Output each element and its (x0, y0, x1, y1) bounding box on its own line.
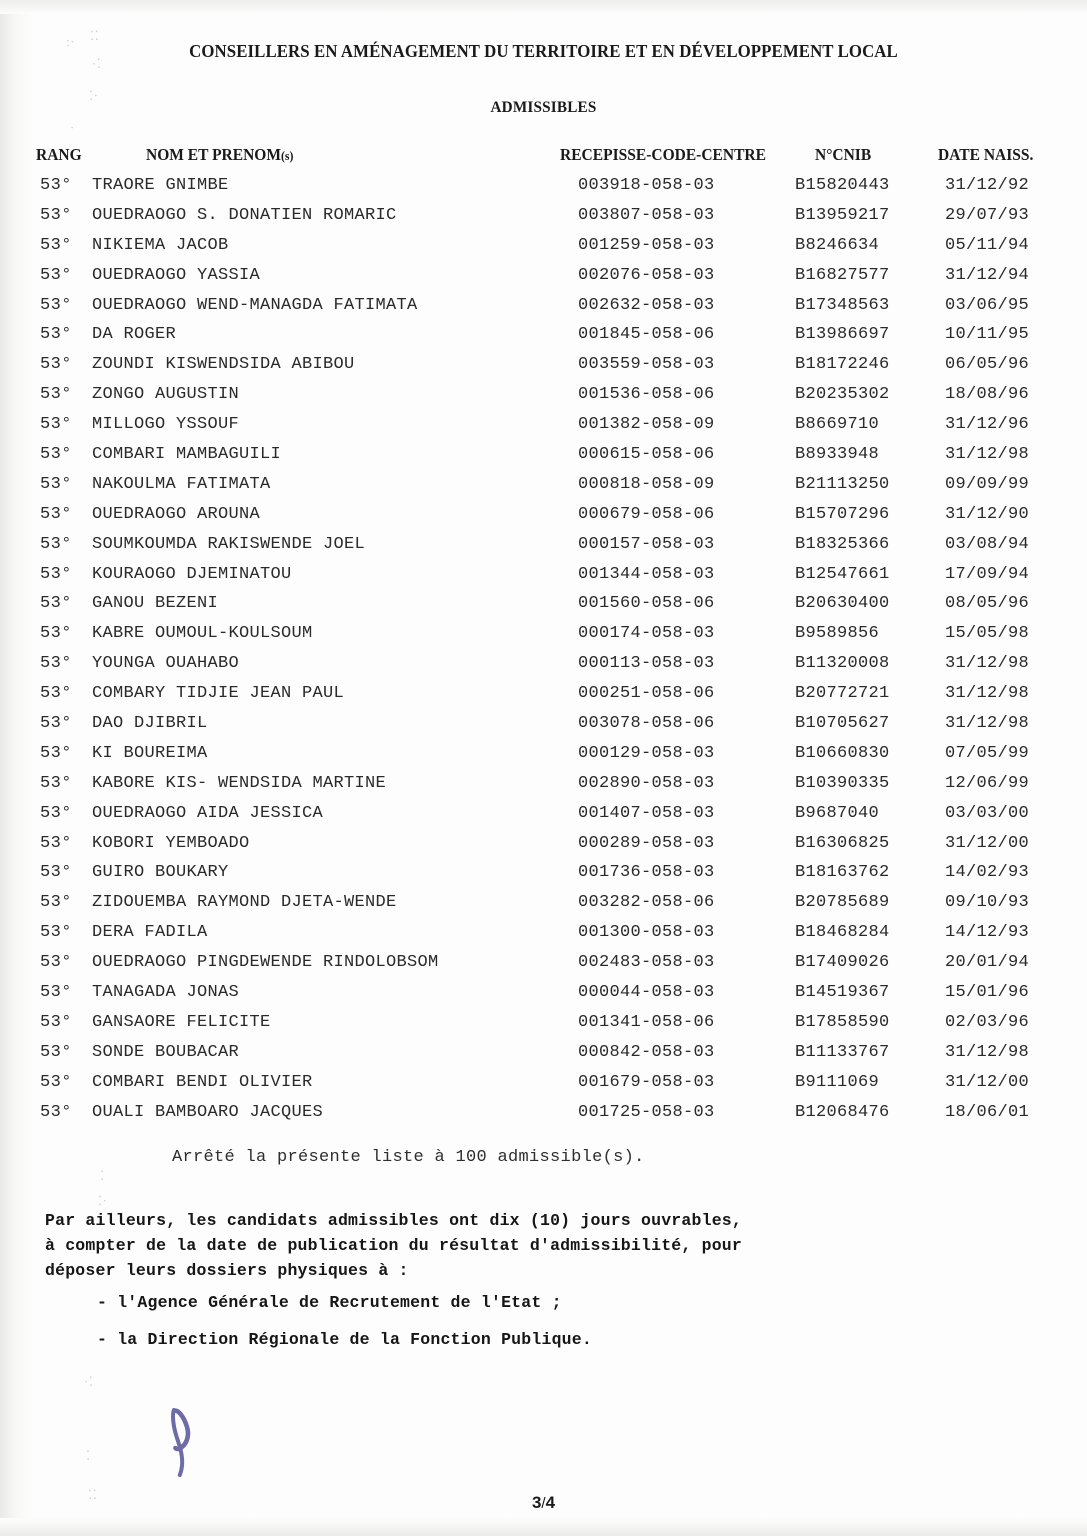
cell-rang: 53° (40, 265, 72, 285)
scan-artifact: ·⁚ (91, 55, 102, 72)
table-row (0, 863, 1087, 893)
cell-nom: KI BOUREIMA (92, 743, 208, 763)
cell-cnib: B14519367 (795, 983, 890, 1003)
cell-date-naissance: 31/12/98 (945, 654, 1030, 674)
cell-nom: OUEDRAOGO WEND-MANAGDA FATIMATA (92, 295, 418, 315)
cell-rang: 53° (40, 803, 72, 823)
scan-artifact: · (69, 119, 76, 136)
scan-edge-bottom (0, 1518, 1087, 1536)
cell-date-naissance: 10/11/95 (945, 325, 1030, 345)
summary-line: Arrêté la présente liste à 100 admissible(s). (172, 1148, 645, 1167)
cell-cnib: B15820443 (795, 176, 890, 195)
cell-cnib: B11320008 (795, 654, 890, 674)
cell-recepisse: 001679-058-03 (578, 1072, 715, 1092)
cell-cnib: B20785689 (795, 893, 890, 913)
notice-line: Par ailleurs, les candidats admissibles ont dix (10) jours ouvrables, (45, 1211, 743, 1230)
cell-rang: 53° (40, 624, 72, 644)
cell-nom: KOURAOGO DJEMINATOU (92, 564, 292, 584)
cell-recepisse: 003078-058-06 (578, 714, 715, 734)
cell-nom: SONDE BOUBACAR (92, 1042, 240, 1062)
cell-date-naissance: 29/07/93 (945, 205, 1030, 225)
table-row (0, 624, 1087, 654)
cell-nom: GANSAORE FELICITE (92, 1012, 271, 1032)
table-row (0, 804, 1087, 834)
notice-paragraph (45, 1208, 1045, 1283)
cell-cnib: B10660830 (795, 743, 890, 763)
cell-rang: 53° (40, 654, 72, 674)
cell-nom: OUEDRAOGO S. DONATIEN ROMARIC (92, 205, 397, 225)
table-row (0, 475, 1087, 505)
table-row (0, 654, 1087, 684)
table-row (0, 236, 1087, 266)
table-row (0, 744, 1087, 774)
cell-recepisse: 000615-058-06 (578, 445, 715, 465)
cell-rang: 53° (40, 445, 72, 465)
cell-nom: MILLOGO YSSOUF (92, 415, 240, 435)
deposit-location-item: - l'Agence Générale de Recrutement de l'Etat ; (97, 1293, 562, 1312)
cell-date-naissance: 15/05/98 (945, 624, 1030, 644)
cell-date-naissance: 31/12/98 (945, 1042, 1030, 1062)
cell-rang: 53° (40, 325, 72, 345)
table-row (0, 893, 1087, 923)
cell-cnib: B9687040 (795, 803, 880, 823)
cell-date-naissance: 02/03/96 (945, 1012, 1030, 1032)
cell-rang: 53° (40, 1072, 72, 1092)
cell-rang: 53° (40, 1102, 72, 1122)
cell-date-naissance: 31/12/92 (945, 176, 1030, 195)
cell-recepisse: 001344-058-03 (578, 564, 715, 584)
cell-date-naissance: 17/09/94 (945, 564, 1030, 584)
cell-nom: TANAGADA JONAS (92, 983, 240, 1003)
cell-date-naissance: 03/06/95 (945, 295, 1030, 315)
cell-recepisse: 003807-058-03 (578, 205, 715, 225)
cell-date-naissance: 31/12/00 (945, 1072, 1030, 1092)
signature-icon (158, 1400, 218, 1480)
cell-rang: 53° (40, 295, 72, 315)
cell-cnib: B9111069 (795, 1072, 880, 1092)
cell-recepisse: 000842-058-03 (578, 1042, 715, 1062)
cell-rang: 53° (40, 235, 72, 255)
cell-nom: COMBARY TIDJIE JEAN PAUL (92, 684, 345, 704)
table-row (0, 1043, 1087, 1073)
cell-recepisse: 001341-058-06 (578, 1012, 715, 1032)
table-row (0, 206, 1087, 236)
cell-cnib: B18172246 (795, 355, 890, 375)
table-row (0, 565, 1087, 595)
column-header-nom-label: NOM ET PRENOM (146, 145, 282, 164)
table-row (0, 714, 1087, 744)
scan-artifact: ⁚⁚ (87, 1486, 98, 1503)
cell-recepisse: 001300-058-03 (578, 923, 715, 943)
cell-nom: OUEDRAOGO AIDA JESSICA (92, 803, 324, 823)
table-row (0, 355, 1087, 385)
column-header-cnib: N°CNIB (815, 145, 872, 164)
cell-rang: 53° (40, 415, 72, 435)
table-row (0, 266, 1087, 296)
table-row (0, 505, 1087, 535)
cell-nom: KABRE OUMOUL-KOULSOUM (92, 624, 313, 644)
cell-date-naissance: 12/06/99 (945, 773, 1030, 793)
cell-recepisse: 000044-058-03 (578, 983, 715, 1003)
cell-cnib: B12547661 (795, 564, 890, 584)
cell-cnib: B21113250 (795, 474, 890, 494)
cell-rang: 53° (40, 923, 72, 943)
table-row (0, 385, 1087, 415)
column-header-nom (146, 145, 293, 165)
cell-recepisse: 000174-058-03 (578, 624, 715, 644)
cell-nom: DA ROGER (92, 325, 177, 345)
cell-rang: 53° (40, 594, 72, 614)
cell-date-naissance: 31/12/98 (945, 684, 1030, 704)
cell-date-naissance: 18/08/96 (945, 385, 1030, 405)
page-number-current: 3 (531, 1493, 542, 1512)
cell-date-naissance: 31/12/00 (945, 833, 1030, 853)
cell-nom: GANOU BEZENI (92, 594, 219, 614)
cell-date-naissance: 03/08/94 (945, 534, 1030, 554)
cell-date-naissance: 20/01/94 (945, 953, 1030, 973)
cell-nom: TRAORE GNIMBE (92, 176, 229, 195)
cell-recepisse: 001536-058-06 (578, 385, 715, 405)
cell-nom: KABORE KIS- WENDSIDA MARTINE (92, 773, 387, 793)
cell-recepisse: 002483-058-03 (578, 953, 715, 973)
cell-rang: 53° (40, 863, 72, 883)
cell-recepisse: 001736-058-03 (578, 863, 715, 883)
page-number-total: 4 (545, 1493, 556, 1512)
cell-rang: 53° (40, 773, 72, 793)
scan-artifact: ⁚ (99, 1167, 105, 1184)
candidates-table (0, 176, 1087, 1133)
cell-recepisse: 000289-058-03 (578, 833, 715, 853)
cell-cnib: B20772721 (795, 684, 890, 704)
scan-artifact: ⁚· (97, 1192, 108, 1209)
table-row (0, 1073, 1087, 1103)
cell-cnib: B10705627 (795, 714, 890, 734)
scan-artifact: ⁚· (88, 87, 99, 104)
column-header-rang: RANG (36, 145, 82, 164)
cell-cnib: B18163762 (795, 863, 890, 883)
table-row (0, 1103, 1087, 1133)
cell-rang: 53° (40, 833, 72, 853)
cell-recepisse: 001845-058-06 (578, 325, 715, 345)
column-header-recepisse: RECEPISSE-CODE-CENTRE (560, 145, 766, 164)
signature-mark (158, 1400, 218, 1480)
cell-cnib: B9589856 (795, 624, 880, 644)
scan-artifact: :· (65, 33, 76, 50)
cell-nom: ZOUNDI KISWENDSIDA ABIBOU (92, 355, 355, 375)
cell-nom: OUALI BAMBOARO JACQUES (92, 1102, 324, 1122)
cell-cnib: B11133767 (795, 1042, 890, 1062)
column-header-nom-suffix: (s) (281, 149, 294, 163)
cell-recepisse: 001259-058-03 (578, 235, 715, 255)
table-row (0, 415, 1087, 445)
cell-cnib: B17409026 (795, 953, 890, 973)
page-number (0, 1493, 1087, 1513)
cell-date-naissance: 31/12/98 (945, 445, 1030, 465)
cell-cnib: B18325366 (795, 534, 890, 554)
cell-cnib: B13959217 (795, 205, 890, 225)
cell-nom: COMBARI MAMBAGUILI (92, 445, 282, 465)
table-row (0, 923, 1087, 953)
table-row (0, 774, 1087, 804)
cell-recepisse: 000129-058-03 (578, 743, 715, 763)
cell-date-naissance: 05/11/94 (945, 235, 1030, 255)
cell-rang: 53° (40, 504, 72, 524)
cell-nom: DAO DJIBRIL (92, 714, 208, 734)
cell-rang: 53° (40, 953, 72, 973)
cell-date-naissance: 14/12/93 (945, 923, 1030, 943)
cell-date-naissance: 31/12/94 (945, 265, 1030, 285)
cell-recepisse: 001382-058-09 (578, 415, 715, 435)
cell-nom: OUEDRAOGO AROUNA (92, 504, 261, 524)
page-title: CONSEILLERS EN AMÉNAGEMENT DU TERRITOIRE ET EN DÉVELOPPEMENT LOCAL (189, 41, 898, 61)
deposit-locations-list (97, 1293, 592, 1367)
cell-nom: OUEDRAOGO PINGDEWENDE RINDOLOBSOM (92, 953, 439, 973)
cell-date-naissance: 31/12/90 (945, 504, 1030, 524)
cell-cnib: B20235302 (795, 385, 890, 405)
cell-nom: ZIDOUEMBA RAYMOND DJETA-WENDE (92, 893, 397, 913)
column-header-date-naissance: DATE NAISS. (938, 145, 1034, 164)
cell-cnib: B16306825 (795, 833, 890, 853)
cell-date-naissance: 08/05/96 (945, 594, 1030, 614)
scan-edge-top (0, 0, 1087, 14)
cell-rang: 53° (40, 474, 72, 494)
cell-rang: 53° (40, 385, 72, 405)
cell-nom: NIKIEMA JACOB (92, 235, 229, 255)
cell-nom: GUIRO BOUKARY (92, 863, 229, 883)
page-subtitle: ADMISSIBLES (490, 99, 597, 116)
cell-cnib: B8933948 (795, 445, 880, 465)
cell-nom: SOUMKOUMDA RAKISWENDE JOEL (92, 534, 366, 554)
cell-date-naissance: 03/03/00 (945, 803, 1030, 823)
cell-recepisse: 002890-058-03 (578, 773, 715, 793)
cell-nom: YOUNGA OUAHABO (92, 654, 240, 674)
cell-date-naissance: 07/05/99 (945, 743, 1030, 763)
cell-nom: OUEDRAOGO YASSIA (92, 265, 261, 285)
cell-cnib: B20630400 (795, 594, 890, 614)
table-row (0, 834, 1087, 864)
table-row (0, 176, 1087, 206)
cell-recepisse: 000818-058-09 (578, 474, 715, 494)
cell-recepisse: 002632-058-03 (578, 295, 715, 315)
cell-rang: 53° (40, 534, 72, 554)
cell-date-naissance: 31/12/98 (945, 714, 1030, 734)
scan-artifact: ⁚ (85, 1447, 91, 1464)
cell-recepisse: 001725-058-03 (578, 1102, 715, 1122)
cell-recepisse: 001407-058-03 (578, 803, 715, 823)
table-row (0, 594, 1087, 624)
cell-recepisse: 001560-058-06 (578, 594, 715, 614)
cell-rang: 53° (40, 564, 72, 584)
cell-cnib: B13986697 (795, 325, 890, 345)
cell-rang: 53° (40, 714, 72, 734)
cell-cnib: B8246634 (795, 235, 880, 255)
cell-nom: DERA FADILA (92, 923, 208, 943)
table-row (0, 325, 1087, 355)
cell-date-naissance: 09/10/93 (945, 893, 1030, 913)
cell-nom: NAKOULMA FATIMATA (92, 474, 271, 494)
cell-recepisse: 000251-058-06 (578, 684, 715, 704)
cell-recepisse: 003559-058-03 (578, 355, 715, 375)
cell-rang: 53° (40, 176, 72, 195)
cell-date-naissance: 06/05/96 (945, 355, 1030, 375)
cell-date-naissance: 14/02/93 (945, 863, 1030, 883)
cell-cnib: B18468284 (795, 923, 890, 943)
cell-recepisse: 003282-058-06 (578, 893, 715, 913)
table-row (0, 296, 1087, 326)
table-row (0, 953, 1087, 983)
cell-cnib: B15707296 (795, 504, 890, 524)
cell-rang: 53° (40, 1042, 72, 1062)
table-row (0, 684, 1087, 714)
cell-rang: 53° (40, 893, 72, 913)
table-row (0, 983, 1087, 1013)
cell-rang: 53° (40, 684, 72, 704)
cell-cnib: B12068476 (795, 1102, 890, 1122)
table-row (0, 1013, 1087, 1043)
cell-date-naissance: 31/12/96 (945, 415, 1030, 435)
cell-cnib: B17858590 (795, 1012, 890, 1032)
cell-date-naissance: 09/09/99 (945, 474, 1030, 494)
cell-recepisse: 000113-058-03 (578, 654, 715, 674)
cell-nom: COMBARI BENDI OLIVIER (92, 1072, 313, 1092)
scan-artifact: ⁚⁚ (89, 27, 100, 44)
cell-recepisse: 000157-058-03 (578, 534, 715, 554)
cell-recepisse: 003918-058-03 (578, 176, 715, 195)
notice-line: à compter de la date de publication du résultat d'admissibilité, pour (45, 1236, 743, 1255)
cell-cnib: B8669710 (795, 415, 880, 435)
cell-recepisse: 000679-058-06 (578, 504, 715, 524)
cell-date-naissance: 18/06/01 (945, 1102, 1030, 1122)
cell-rang: 53° (40, 355, 72, 375)
deposit-location-item: - la Direction Régionale de la Fonction Publique. (97, 1330, 592, 1349)
cell-cnib: B10390335 (795, 773, 890, 793)
cell-cnib: B16827577 (795, 265, 890, 285)
cell-nom: KOBORI YEMBOADO (92, 833, 250, 853)
cell-date-naissance: 15/01/96 (945, 983, 1030, 1003)
cell-recepisse: 002076-058-03 (578, 265, 715, 285)
cell-nom: ZONGO AUGUSTIN (92, 385, 240, 405)
table-row (0, 535, 1087, 565)
notice-line: déposer leurs dossiers physiques à : (45, 1261, 409, 1280)
cell-rang: 53° (40, 743, 72, 763)
page-number-separator: / (541, 1495, 546, 1512)
cell-rang: 53° (40, 205, 72, 225)
cell-rang: 53° (40, 1012, 72, 1032)
scan-artifact: ·⁚ (83, 1373, 94, 1390)
cell-cnib: B17348563 (795, 295, 890, 315)
cell-rang: 53° (40, 983, 72, 1003)
table-row (0, 445, 1087, 475)
